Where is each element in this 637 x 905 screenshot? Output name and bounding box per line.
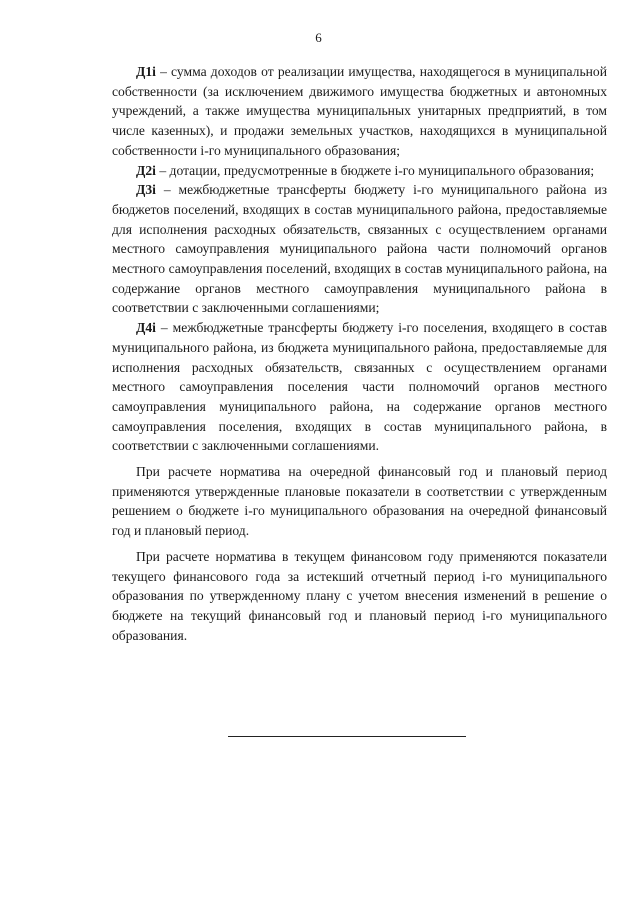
paragraph-current-year: При расчете норматива в текущем финансовом году применяются показатели текущего финансового года за истекший отчетный период i-го муниципального образования по утвержденному плану с учетом внесения изменений в решение о бюджете на текущий финансовый год и плановый период i-го муниципального образования. <box>112 548 607 643</box>
paragraph-planned-period: При расчете норматива на очередной финансовый год и плановый период применяются утвержденные плановые показатели в соответствии с утвержденным решением о бюджете i-го муниципального образования на очередной финансовый год и плановый период. <box>112 464 607 539</box>
definition-term: Д3i <box>136 182 156 198</box>
definition-term: Д1i <box>136 64 156 79</box>
end-divider <box>228 736 466 737</box>
definition-text: – межбюджетные трансферты бюджету i-го поселения, входящего в состав муниципального района, из бюджета муниципального района, предоставляемые для исполнения расходных обязательств, связанных с осуществлением органами местного самоуправления поселения части полномочий органов местного самоуправления муниципального района, на содержание органов местного самоуправления поселения, входящих в состав муниципального района, в соответствии с заключенными соглашениями. <box>112 320 607 454</box>
definition-d4 <box>112 318 607 456</box>
definition-text: – межбюджетные трансферты бюджету i-го муниципального района из бюджетов поселений, входящих в состав муниципального района, предоставляемые для исполнения расходных обязательств, связанных с осуществлением органами местного самоуправления муниципального района части полномочий органов местного самоуправления поселений, входящих в состав муниципального района, на содержание органов местного самоуправления муниципального района в соответствии с заключенными соглашениями; <box>112 182 607 316</box>
document-body <box>112 62 607 645</box>
definition-text: – сумма доходов от реализации имущества, находящегося в муниципальной собственности (за исключением движимого имущества бюджетных и автономных учреждений, а также имущества муниципальных унитарных предприятий, в том числе казенных), и продажи земельных участков, находящихся в муниципальной собственности i-го муниципального образования; <box>112 64 607 158</box>
definition-d1 <box>112 62 607 161</box>
definition-d2 <box>112 161 607 181</box>
definition-text: – дотации, предусмотренные в бюджете i-го муниципального образования; <box>155 162 595 178</box>
definition-term: Д2i <box>136 162 156 178</box>
definition-d3 <box>112 180 607 318</box>
definition-term: Д4i <box>136 320 156 336</box>
page-number: 6 <box>315 30 322 45</box>
